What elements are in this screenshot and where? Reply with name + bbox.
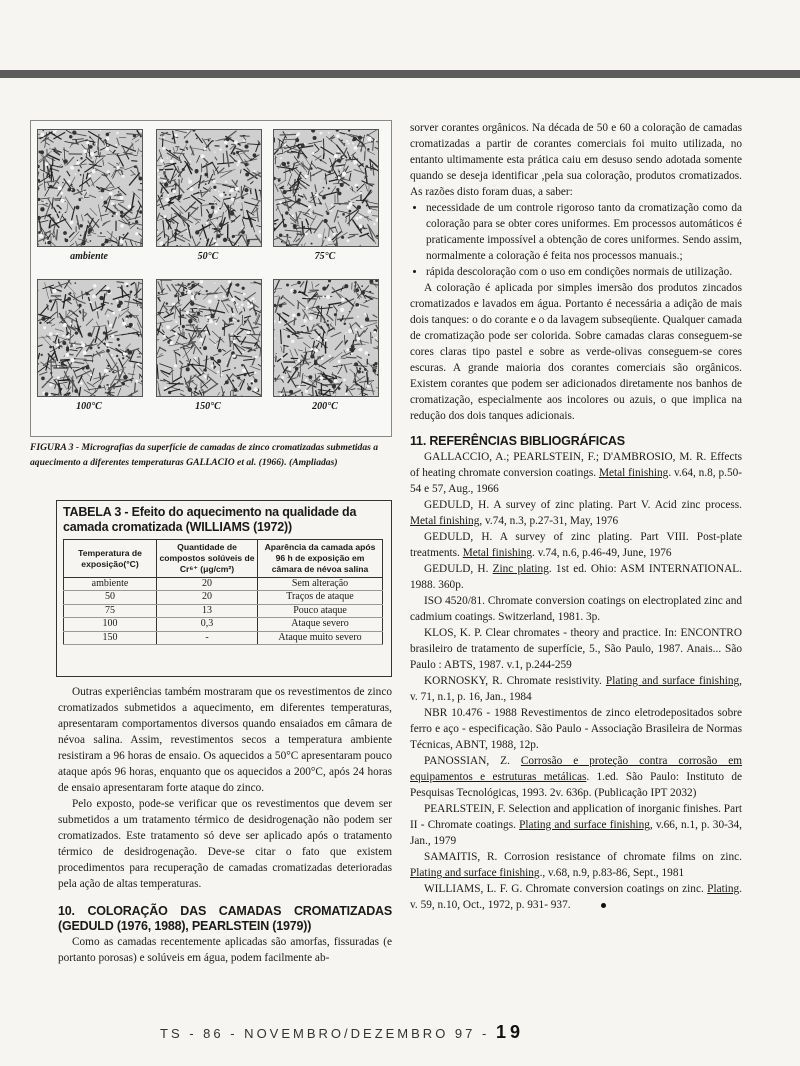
paragraph: Como as camadas recentemente aplicadas são amorfas, fissuradas (e portanto porosas) e solúveis em água, podem facilmente ab- [58,936,392,964]
list-item: • rápida descoloração com o uso em condições normais de utilização. [426,264,742,280]
reference-text: KORNOSKY, R. Chromate resistivity. [424,675,606,687]
reference-source: Plating [707,883,740,895]
section-heading-11: 11. REFERÊNCIAS BIBLIOGRÁFICAS [410,434,625,448]
reference-item [410,673,742,705]
paragraph: A coloração é aplicada por simples imersão dos produtos zincados cromatizados e lavados em água. Portanto é necessária a adição de mais dois tanques: o do corante e o da lavagem subseqüente. Qualquer camada de cromatização pode ser colorida. Sobre camadas claras conseguem-se cores claras tipo pastel e sobre as verde-olivas conseguem-se cores escuras. A grande maioria dos corantes comerciais são orgânicos. Existem corantes que podem ser adicionados diretamente nos banhos de cromatização, especialmente aos incolores ou azuis, o que implica na redução dos dois tanques adicionais. [410,282,742,422]
reference-list [410,449,742,913]
reference-details: , v. 71, n.1, p. 16, Jan., 1984 [410,675,742,703]
micrograph-label: 50°C [197,251,219,262]
micrograph-image [273,129,379,247]
reference-item [410,529,742,561]
table-cell: Ataque severo [258,618,383,631]
reference-source: Corrosão e proteção contra corrosão em equipamentos e estruturas metálicas [410,755,743,783]
col-header-appearance: Aparência da camada após 96 h de exposição em câmara de névoa salina [258,540,383,578]
reference-details: , v.74, n.3, p.27-31, May, 1976 [479,515,619,527]
reference-details: . v. 59, n.10, Oct., 1972, p. 931- 937. [410,883,742,911]
table-cell: Pouco ataque [258,604,383,617]
reference-details: ., v.68, n.9, p.83-86, Sept., 1981 [539,867,685,879]
table-cell: - [157,631,258,644]
table-cell: ambiente [64,578,157,591]
reference-text: KLOS, K. P. Clear chromates - theory and practice. In: ENCONTRO brasileiro de tratamento de superfície, 5., São Paulo, 1987. Anais... São Paulo : ABTS, 1987. v.1, p.244-259 [410,627,742,671]
reference-details: . 1.ed. São Paulo: Instituto de Pesquisas Tecnológicas, 1993. 2v. 636p. (Publicação IPT 2032) [410,771,742,799]
reference-source: Plating and surface finishing [605,675,740,687]
end-mark [601,903,606,908]
paragraph: Pelo exposto, pode-se verificar que os revestimentos que devem ser submetidos a um tratamento térmico de desidrogenação não podem ser cromatizados. Este tratamento só deve ser aplicado após o tratamento térmico de desidrogenação. Deve-se citar o fato que existem procedimentos para recuperação de camadas cromatizadas deterioradas pela ação de altas temperaturas. [58,798,392,890]
table-cell: 75 [64,604,157,617]
reference-details: . v.64, n.8, p.50-54 e 57, Aug., 1966 [410,467,742,495]
bullet-list [410,200,742,280]
reference-source: Metal finishing [598,467,669,479]
reference-details: , v.66, n.1, p. 30-34, Jan., 1979 [410,819,742,847]
table-cell: 20 [157,591,258,604]
micrograph-label: 100°C [76,401,102,412]
reference-text: GALLACCIO, A.; PEARLSTEIN, F.; D'AMBROSIO, M. R. Effects of heating chromate conversion coatings. [410,451,742,479]
micrograph-label: ambiente [70,251,108,262]
table-cell: Sem alteração [258,578,383,591]
table-row [64,591,383,604]
micrograph-image [273,279,379,397]
reference-source: Zinc plating [492,563,549,575]
reference-text: SAMAITIS, R. Corrosion resistance of chromate films on zinc. [424,851,742,863]
reference-source: Plating and surface finishing [410,867,540,879]
reference-item [410,449,742,497]
reference-source: Metal finishing [410,515,480,527]
micrograph-image [156,129,262,247]
figure-micrographs [30,120,392,437]
section-heading-10: 10. COLORAÇÃO DAS CAMADAS CROMATIZADAS (GEDULD (1976, 1988), PEARLSTEIN (1979)) [58,904,392,933]
col-header-soluble-cr: Quantidade de compostos solúveis de Cr⁶⁺ (μg/cm²) [157,540,258,578]
reference-text: GEDULD, H. A survey of zinc plating. Part VIII. Post-plate treatments. [410,531,742,559]
page-footer [160,1022,720,1043]
table-row [64,578,383,591]
table-row [64,631,383,644]
reference-item [410,593,742,625]
data-table [63,539,383,645]
left-column [58,684,392,966]
reference-item [410,497,742,529]
reference-item [410,801,742,849]
reference-item [410,849,742,881]
reference-details: . 1st ed. Ohio: ASM INTERNATIONAL. 1988. 360p. [410,563,742,591]
header-rule [0,70,800,78]
reference-item [410,561,742,593]
table-row [64,604,383,617]
table-cell: 150 [64,631,157,644]
micrograph-label: 200°C [312,401,338,412]
table-cell: 100 [64,618,157,631]
reference-item [410,753,742,801]
table-cell: 0,3 [157,618,258,631]
right-column [410,120,742,913]
table-3 [56,500,392,677]
micrograph-image [37,129,143,247]
reference-item [410,705,742,753]
micrograph-label: 150°C [195,401,221,412]
micrograph-label: 75°C [314,251,336,262]
reference-text: GEDULD, H. A survey of zinc plating. Part V. Acid zinc process. [424,499,742,511]
list-item: • necessidade de um controle rigoroso tanto da cromatização como da coloração para se obter cores uniformes. Em processos automáticos é praticamente impossível a obtenção de cores uniformes. Sendo assim, normalmente a coloração é feita nos processos manuais.; [426,200,742,264]
table-cell: Ataque muito severo [258,631,383,644]
table-row [64,618,383,631]
paragraph: Outras experiências também mostraram que os revestimentos de zinco cromatizados submetidos a aquecimento, em diferentes temperaturas, apresentaram comportamentos diversos quando ensaiados em câmara de névoa salina. Assim, revestimentos secos a temperatura ambiente resistiram a 96 horas de ensaio. Os aquecidos a 50°C apresentaram pouco ataque após 96 horas, enquanto que os aquecidos a 200°C, após 24 horas de ensaio apresentaram forte ataque do zinco. [58,686,392,794]
table-cell: 50 [64,591,157,604]
micrograph-image [156,279,262,397]
reference-source: Plating and surface finishing [519,819,650,831]
reference-text: ISO 4520/81. Chromate conversion coatings on electroplated zinc and cadmium coatings. Switzerland, 1981. 3p. [410,595,742,623]
reference-text: PEARLSTEIN, F. Selection and application of inorganic finishes. Part II - Chromate coatings. [410,803,742,831]
reference-text: GEDULD, H. [424,563,493,575]
page-number: 19 [495,1022,524,1042]
table-cell: 13 [157,604,258,617]
table-cell: Traços de ataque [258,591,383,604]
reference-text: WILLIAMS, L. F. G. Chromate conversion coatings on zinc. [424,883,708,895]
table-cell: 20 [157,578,258,591]
col-header-temperature: Temperatura de exposição(°C) [64,540,157,578]
reference-details: . v.74, n.6, p.46-49, June, 1976 [532,547,672,559]
paragraph: sorver corantes orgânicos. Na década de 50 e 60 a coloração de camadas cromatizadas a partir de corantes comerciais foi muito utilizada, no entanto ultimamente esta prática caiu em desuso sendo adotada somente quando se deseja identificar ,pela sua coloração, produtos cromatizados. As razões disto foram duas, a saber: [410,122,742,198]
reference-source: Metal finishing [462,547,533,559]
micrograph-image [37,279,143,397]
reference-item [410,881,742,913]
figure-caption: FIGURA 3 - Micrografias da superfície de camadas de zinco cromatizadas submetidas a aquecimento a diferentes temperaturas GALLACIO et al. (1966). (Ampliadas) [30,442,379,468]
reference-text: PANOSSIAN, Z. [424,755,521,767]
footer-issue: TS - 86 - NOVEMBRO/DEZEMBRO 97 - [160,1026,490,1041]
table-title: TABELA 3 - Efeito do aquecimento na qualidade da camada cromatizada (WILLIAMS (1972)) [63,505,357,534]
reference-item [410,625,742,673]
reference-text: NBR 10.476 - 1988 Revestimentos de zinco eletrodepositados sobre ferro e aço - especificação. São Paulo - Associação Brasileira de Normas Técnicas, ABNT, 1988, 12p. [410,707,742,751]
